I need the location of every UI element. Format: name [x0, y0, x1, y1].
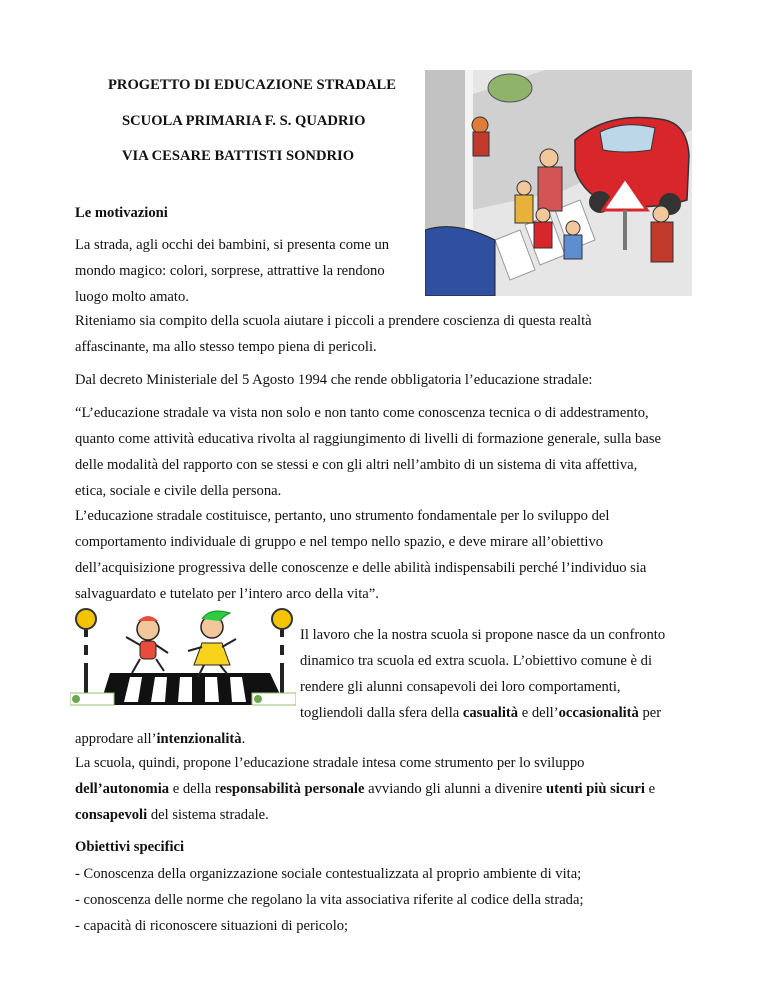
paragraph-line: Riteniamo sia compito della scuola aiutare i piccoli a prendere coscienza di questa realtà — [75, 313, 592, 329]
paragraph-line: rendere gli alunni consapevoli dei loro comportamenti, — [300, 679, 621, 695]
school-address: VIA CESARE BATTISTI SONDRIO — [122, 148, 355, 164]
quote-line: salvaguardato e tutelato per l’intero arco della vita”. — [75, 586, 379, 602]
paragraph-line: affascinante, ma allo stesso tempo piena di pericoli. — [75, 339, 377, 355]
paragraph-line — [75, 780, 655, 798]
text-run: e della r — [169, 781, 220, 797]
quote-line: L’educazione stradale costituisce, pertanto, uno strumento fondamentale per lo sviluppo del — [75, 508, 610, 524]
text-run: avviando gli alunni a divenire — [364, 781, 547, 797]
bold-term-intenzionalita: intenzionalità — [156, 731, 242, 747]
bold-term-responsabilita: esponsabilità personale — [219, 781, 365, 797]
quote-line: “L’educazione stradale va vista non solo e non tanto come conoscenza tecnica o di addestramento, — [75, 405, 649, 421]
section-heading-motivazioni: Le motivazioni — [75, 205, 168, 221]
quote-line: dell’acquisizione progressiva delle conoscenze e delle abilità indispensabili perché l’individuo sia — [75, 560, 647, 576]
section-heading-obiettivi: Obiettivi specifici — [75, 839, 185, 855]
text-run: del sistema stradale. — [147, 807, 269, 823]
quote-line: etica, sociale e civile della persona. — [75, 483, 282, 499]
paragraph-line: dinamico tra scuola ed extra scuola. L’obiettivo comune è di — [300, 653, 653, 669]
bold-term-autonomia: dell’autonomia — [75, 781, 170, 797]
paragraph-line: mondo magico: colori, sorprese, attrattive la rendono — [75, 263, 385, 279]
paragraph-line — [75, 730, 245, 748]
school-name: SCUOLA PRIMARIA F. S. QUADRIO — [122, 113, 366, 129]
quote-line: comportamento individuale di gruppo e nel tempo nello spazio, e deve mirare all’obiettivo — [75, 534, 604, 550]
document-title: PROGETTO DI EDUCAZIONE STRADALE — [108, 77, 397, 93]
street-scene-illustration — [425, 70, 692, 296]
bold-term-utenti-sicuri: utenti più sicuri — [546, 781, 645, 797]
paragraph-line — [300, 704, 661, 722]
text-run: e dell’ — [518, 705, 559, 721]
paragraph-decree: Dal decreto Ministeriale del 5 Agosto 1994 che rende obbligatoria l’educazione stradale: — [75, 372, 593, 388]
text-run: approdare all’ — [75, 731, 157, 747]
paragraph-line: luogo molto amato. — [75, 289, 189, 305]
quote-line: delle modalità del rapporto con se stessi e con gli altri nell’ambito di un sistema di vita affettiva, — [75, 457, 638, 473]
quote-line: quanto come attività educativa rivolta al raggiungimento di livelli di formazione generale, sulla base — [75, 431, 661, 447]
list-item: - conoscenza delle norme che regolano la vita associativa riferite al codice della strada; — [75, 892, 584, 908]
paragraph-line: Il lavoro che la nostra scuola si propone nasce da un confronto — [300, 627, 666, 643]
bold-term-consapevoli: consapevoli — [75, 807, 148, 823]
paragraph-line: La scuola, quindi, propone l’educazione stradale intesa come strumento per lo sviluppo — [75, 755, 585, 771]
bold-term-casualita: casualità — [462, 705, 519, 721]
text-run: togliendoli dalla sfera della — [300, 705, 463, 721]
crosswalk-illustration — [70, 607, 296, 715]
text-run: per — [638, 705, 662, 721]
paragraph-line: La strada, agli occhi dei bambini, si presenta come un — [75, 237, 390, 253]
bold-term-occasionalita: occasionalità — [558, 705, 639, 721]
list-item: - Conoscenza della organizzazione sociale contestualizzata al proprio ambiente di vita; — [75, 866, 582, 882]
text-run: e — [644, 781, 656, 797]
list-item: - capacità di riconoscere situazioni di pericolo; — [75, 918, 349, 934]
paragraph-line — [75, 806, 269, 824]
text-run: . — [241, 731, 246, 747]
